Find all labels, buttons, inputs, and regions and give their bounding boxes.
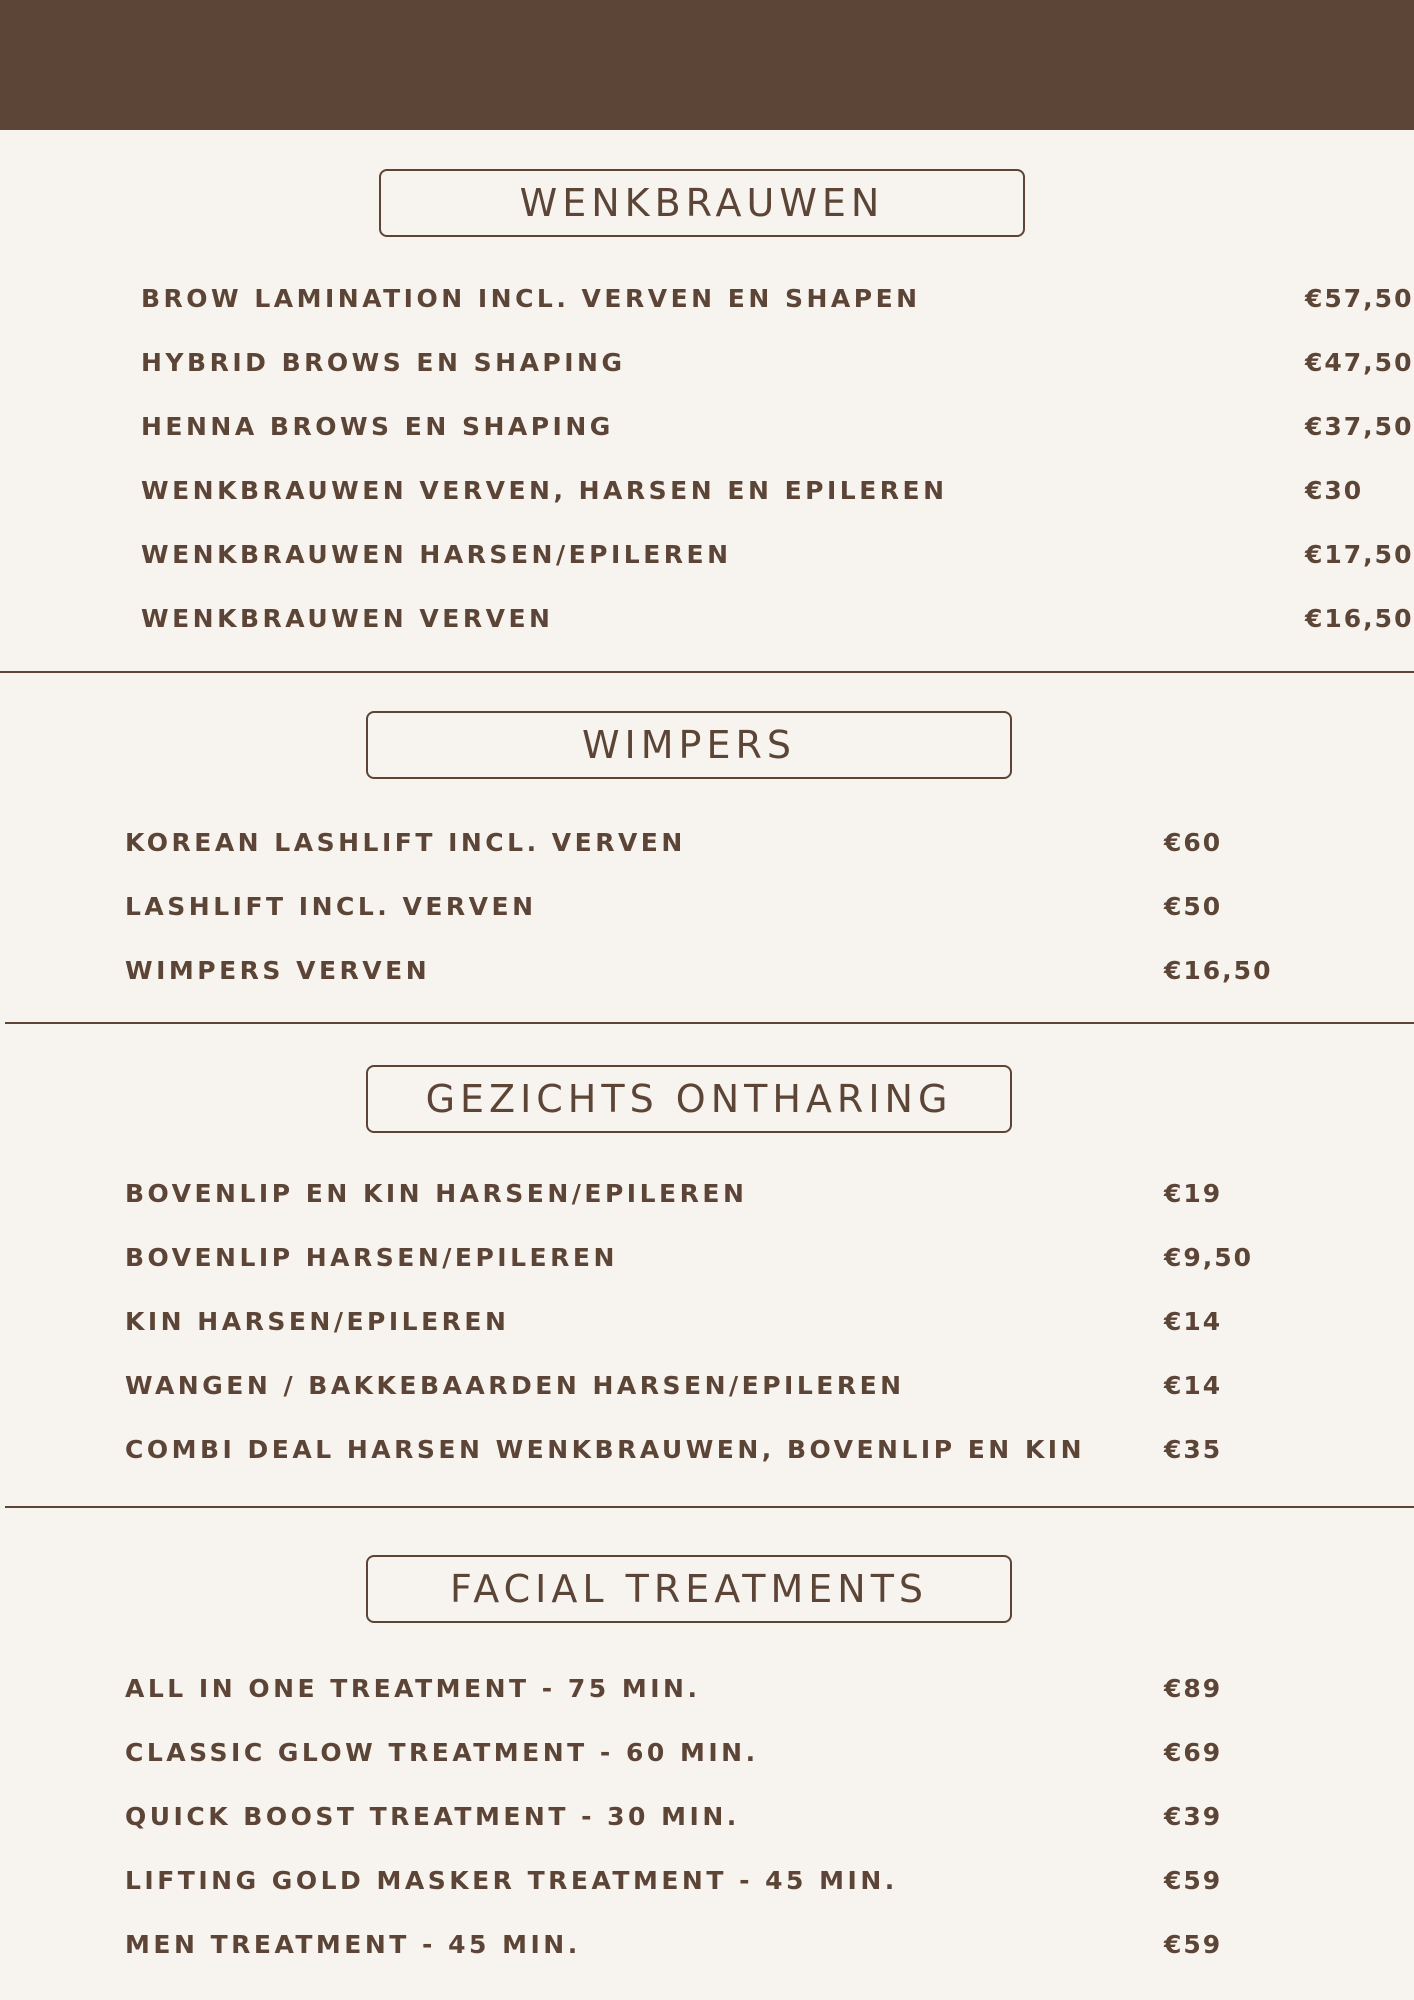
item-price: €59	[1164, 1865, 1223, 1895]
item-name: KIN HARSEN/EPILEREN	[125, 1306, 510, 1336]
section-title-wimpers: WIMPERS	[366, 711, 1012, 779]
list-item	[141, 342, 1414, 382]
list-item	[125, 1796, 1325, 1836]
item-name: CLASSIC GLOW TREATMENT - 60 MIN.	[125, 1737, 759, 1767]
item-price: €16,50	[1305, 603, 1414, 633]
item-price: €35	[1164, 1434, 1223, 1464]
section-title-facial-treatments: FACIAL TREATMENTS	[366, 1555, 1012, 1623]
list-item	[125, 950, 1325, 990]
item-price: €16,50	[1164, 955, 1273, 985]
list-item	[141, 470, 1364, 510]
list-item	[141, 278, 1414, 318]
list-item	[141, 534, 1414, 574]
item-name: KOREAN LASHLIFT INCL. VERVEN	[125, 827, 686, 857]
list-item	[125, 1173, 1325, 1213]
section-title-gezichts-ontharing: GEZICHTS ONTHARING	[366, 1065, 1012, 1133]
section-divider	[0, 671, 1414, 673]
item-name: WENKBRAUWEN HARSEN/EPILEREN	[141, 539, 732, 569]
item-price: €14	[1164, 1370, 1223, 1400]
item-price: €89	[1164, 1673, 1223, 1703]
list-item	[141, 598, 1414, 638]
item-name: COMBI DEAL HARSEN WENKBRAUWEN, BOVENLIP EN KIN	[125, 1434, 1086, 1464]
item-price: €47,50	[1305, 347, 1414, 377]
list-item	[125, 1732, 1325, 1772]
list-item	[125, 1860, 1325, 1900]
item-price: €30	[1305, 475, 1364, 505]
section-divider	[5, 1022, 1414, 1024]
item-price: €39	[1164, 1801, 1223, 1831]
item-name: WANGEN / BAKKEBAARDEN HARSEN/EPILEREN	[125, 1370, 905, 1400]
item-price: €17,50	[1305, 539, 1414, 569]
item-name: HENNA BROWS EN SHAPING	[141, 411, 614, 441]
item-price: €60	[1164, 827, 1223, 857]
item-name: ALL IN ONE TREATMENT - 75 MIN.	[125, 1673, 701, 1703]
item-name: BOVENLIP HARSEN/EPILEREN	[125, 1242, 618, 1272]
list-item	[125, 1924, 1325, 1964]
item-name: WENKBRAUWEN VERVEN	[141, 603, 554, 633]
item-name: BOVENLIP EN KIN HARSEN/EPILEREN	[125, 1178, 748, 1208]
list-item	[125, 1237, 1325, 1277]
header-band	[0, 0, 1414, 130]
item-price: €19	[1164, 1178, 1223, 1208]
item-name: LASHLIFT INCL. VERVEN	[125, 891, 537, 921]
item-name: BROW LAMINATION INCL. VERVEN EN SHAPEN	[141, 283, 921, 313]
item-name: WENKBRAUWEN VERVEN, HARSEN EN EPILEREN	[141, 475, 948, 505]
list-item	[125, 1301, 1325, 1341]
section-divider	[5, 1506, 1414, 1508]
list-item	[125, 886, 1325, 926]
item-name: LIFTING GOLD MASKER TREATMENT - 45 MIN.	[125, 1865, 898, 1895]
item-price: €37,50	[1305, 411, 1414, 441]
item-name: WIMPERS VERVEN	[125, 955, 431, 985]
section-title-wenkbrauwen: WENKBRAUWEN	[379, 169, 1025, 237]
item-price: €9,50	[1164, 1242, 1254, 1272]
item-price: €57,50	[1305, 283, 1414, 313]
item-name: MEN TREATMENT - 45 MIN.	[125, 1929, 581, 1959]
list-item	[125, 1365, 1325, 1405]
list-item	[125, 1429, 1325, 1469]
list-item	[125, 822, 1325, 862]
item-price: €14	[1164, 1306, 1223, 1336]
item-price: €69	[1164, 1737, 1223, 1767]
item-price: €59	[1164, 1929, 1223, 1959]
item-name: QUICK BOOST TREATMENT - 30 MIN.	[125, 1801, 740, 1831]
item-price: €50	[1164, 891, 1223, 921]
list-item	[125, 1668, 1325, 1708]
list-item	[141, 406, 1414, 446]
item-name: HYBRID BROWS EN SHAPING	[141, 347, 626, 377]
